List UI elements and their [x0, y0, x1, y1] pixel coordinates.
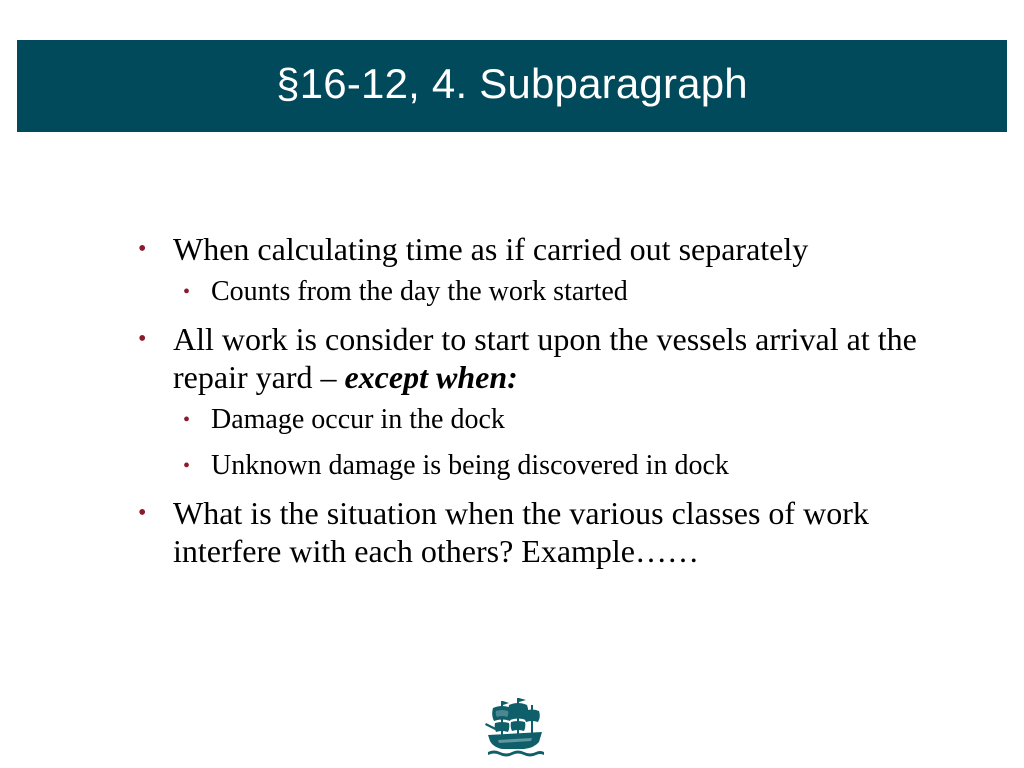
bullet-icon: • [138, 236, 147, 262]
sub-bullet-item [173, 446, 925, 486]
bullet-icon: • [138, 326, 147, 352]
bullet-item-1 [135, 230, 925, 312]
sub-bullet-text: Damage occur in the dock [211, 404, 505, 435]
ship-logo-icon [484, 695, 546, 757]
sub-bullet-icon: • [183, 409, 191, 431]
bullet-text: When calculating time as if carried out separately [173, 231, 809, 267]
bullet-text: All work is consider to start upon the vessels arrival at the repair yard – [173, 321, 917, 395]
bullet-item-2 [135, 320, 925, 486]
bullet-list [135, 230, 925, 570]
slide-content [135, 230, 925, 578]
sub-bullet-item [173, 272, 925, 312]
bullet-emphasis: except when: [344, 359, 518, 395]
bullet-icon: • [138, 500, 147, 526]
sub-bullet-list [173, 272, 925, 312]
sub-bullet-text: Counts from the day the work started [211, 276, 628, 307]
slide-title: §16-12, 4. Subparagraph [276, 60, 748, 107]
sub-bullet-text: Unknown damage is being discovered in dock [211, 450, 729, 481]
sub-bullet-item [173, 400, 925, 440]
sub-bullet-icon: • [183, 455, 191, 477]
bullet-text: What is the situation when the various classes of work interfere with each others? Example…… [173, 495, 869, 569]
title-bar [17, 40, 1007, 132]
bullet-item-3 [135, 494, 925, 570]
sub-bullet-list [173, 400, 925, 486]
sub-bullet-icon: • [183, 281, 191, 303]
